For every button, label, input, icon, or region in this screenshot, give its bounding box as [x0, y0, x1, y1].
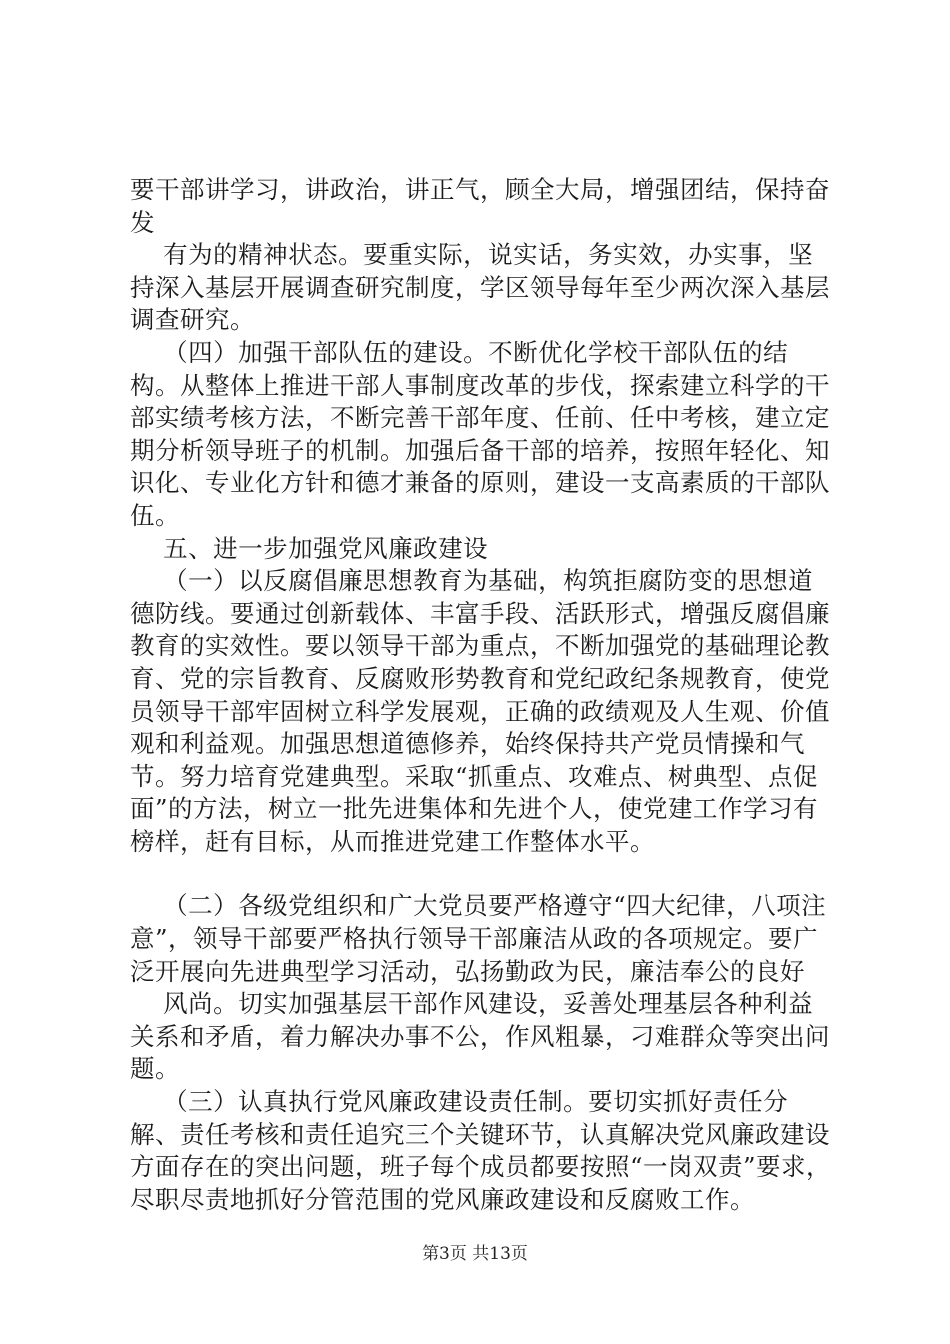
section-heading-5: 五、进一步加强党风廉政建设 — [130, 533, 489, 563]
paragraph-7: （三）认真执行党风廉政建设责任制。要切实抓好责任分解、责任考核和责任追究三个关键环节，认真解决党风廉政建设方面存在的突出问题，班子每个成员都要按照“一岗双责”要求，尽职尽责地抓好分管范围的党风廉政建设和反腐败工作。 — [130, 1087, 832, 1214]
paragraph-4: （一）以反腐倡廉思想教育为基础，构筑拒腐防变的思想道德防线。要通过创新载体、丰富手段、活跃形式，增强反腐倡廉教育的实效性。要以领导干部为重点，不断加强党的基础理论教育、党的宗旨教育、反腐败形势教育和党纪政纪条规教育，使党员领导干部牢固树立科学发展观，正确的政绩观及人生观、价值观和利益观。加强思想道德修养，始终保持共产党员情操和气节。努力培育党建典型。采取“抓重点、攻难点、树典型、点促面”的方法，树立一批先进集体和先进个人，使党建工作学习有榜样，赶有目标，从而推进党建工作整体水平。 — [130, 566, 830, 856]
paragraph-1: 要干部讲学习，讲政治，讲正气，顾全大局，增强团结，保持奋发 — [130, 175, 830, 237]
paragraph-6: 风尚。切实加强基层干部作风建设，妥善处理基层各种利益关系和矛盾，着力解决办事不公，作风粗暴，刁难群众等突出问题。 — [130, 989, 830, 1084]
paragraph-3: （四）加强干部队伍的建设。不断优化学校干部队伍的结构。从整体上推进干部人事制度改革的步伐，探索建立科学的干部实绩考核方法，不断完善干部年度、任前、任中考核，建立定期分析领导班子的机制。加强后备干部的培养，按照年轻化、知识化、专业化方针和德才兼备的原则，建设一支高素质的干部队伍。 — [130, 337, 830, 530]
paragraph-2: 有为的精神状态。要重实际，说实话，务实效，办实事，坚持深入基层开展调查研究制度，学区领导每年至少两次深入基层调查研究。 — [130, 240, 830, 335]
paragraph-5: （二）各级党组织和广大党员要严格遵守“四大纪律，八项注意”，领导干部要严格执行领导干部廉洁从政的各项规定。要广泛开展向先进典型学习活动，弘扬勤政为民，廉洁奉公的良好 — [130, 891, 827, 986]
page-number-footer: 第3页 共13页 — [422, 1244, 528, 1264]
document-body — [130, 174, 835, 1216]
